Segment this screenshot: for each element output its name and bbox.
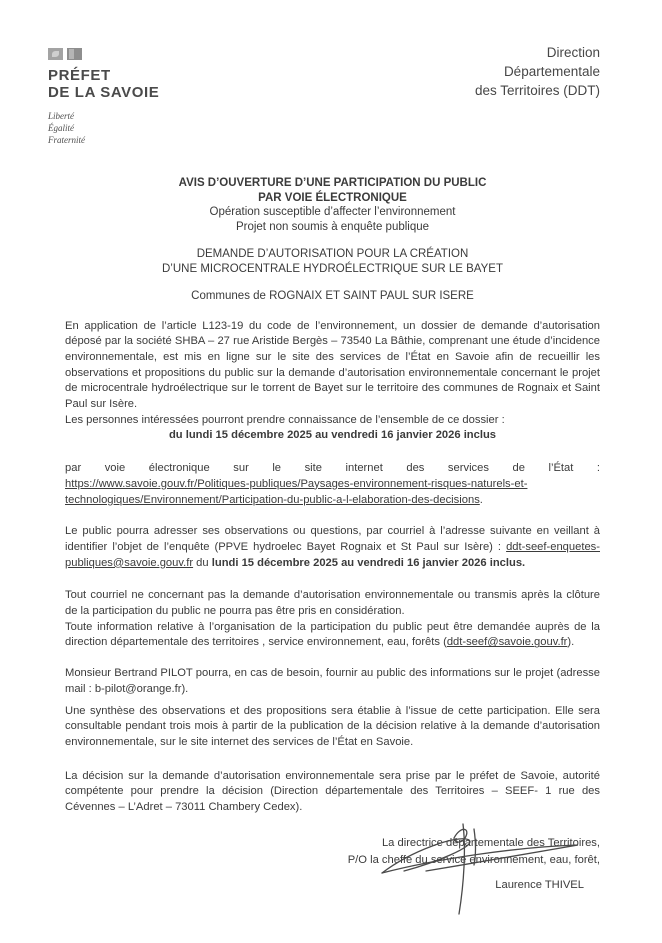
notice-title-block <box>65 176 600 304</box>
signature-function-line1: La directrice départementale des Territoires, <box>381 836 600 849</box>
signature-block <box>65 835 600 895</box>
notice-subtitle-line1: Opération susceptible d’affecter l’environnement <box>209 206 456 218</box>
notice-subtitle-line2: Projet non soumis à enquête publique <box>235 220 430 233</box>
paragraph-contact-pilot: Monsieur Bertrand PILOT pourra, en cas de besoin, fournir au public des informations sur le projet (adresse mail : b-pilot@orange.fr). <box>65 667 600 695</box>
consultation-date-range: du lundi 15 décembre 2025 au vendredi 16 janvier 2026 inclus <box>168 429 497 442</box>
savoie-gouv-url-link[interactable]: https://www.savoie.gouv.fr/Politiques-publiques/Paysages-environnement-risques-naturels-et-technologiques/Environnement/Participation-du-public-a-l-elaboration-des-decisions <box>65 477 528 506</box>
paragraph-application <box>65 319 600 413</box>
paragraph-application-text: En application de l’article L123-19 du code de l’environnement, un dossier de demande d’autorisation déposé par la société SHBA – 27 rue Aristide Bergès – 73540 La Bâthie, comprenant une étude d’incidence environnementale, est mis en ligne sur le site des services de l’État en Savoie afin de recueillir les observations et propositions du public sur la demande d’autorisation environnementale concernant le projet de microcentrale hydroélectrique sur le torrent de Bayet sur le territoire des communes de Rognaix et Saint Paul sur Isère. <box>65 319 600 411</box>
notice-title-line2: PAR VOIE ÉLECTRONIQUE <box>258 191 407 204</box>
public-email-date-bold: lundi 15 décembre 2025 au vendredi 16 janvier 2026 inclus. <box>211 556 526 569</box>
paragraph-courriel-restriction: Tout courriel ne concernant pas la demande d’autorisation environnementale ou transmis après la clôture de la participation du public ne pourra pas être pris en considération. <box>65 589 600 618</box>
notice-body <box>65 319 600 816</box>
electronic-access-url-line <box>65 477 600 508</box>
spacer <box>65 276 600 289</box>
ddt-seef-email-link[interactable]: ddt-seef@savoie.gouv.fr <box>446 636 568 649</box>
communes-line: Communes de ROGNAIX ET SAINT PAUL SUR ISERE <box>191 290 474 302</box>
information-text2: ). <box>567 636 575 649</box>
request-title-line2: D’UNE MICROCENTRALE HYDROÉLECTRIQUE SUR LE BAYET <box>161 262 503 275</box>
republic-motto <box>48 110 159 146</box>
paragraph-consultation-intro: Les personnes intéressées pourront prendre connaissance de l’ensemble de ce dossier : <box>65 413 505 426</box>
signature-function-line2: P/O la cheffe du service environnement, eau, forêt, <box>347 854 600 867</box>
signatory-name: Laurence THIVEL <box>495 878 584 891</box>
paragraph-electronic-access <box>65 461 600 508</box>
request-title-line1: DEMANDE D’AUTORISATION POUR LA CRÉATION <box>196 248 469 260</box>
document-header <box>48 45 600 146</box>
issuing-service-line2: Départementale <box>503 64 600 79</box>
electronic-access-intro: par voie électronique sur le site internet des services de l’État : <box>65 462 600 475</box>
paragraph-decision: La décision sur la demande d’autorisation environnementale sera prise par le préfet de Savoie, autorité compétente pour prendre la décision (Direction départementale des Territoires – SEEF- 1 rue des Cévennes – L’Adret – 73011 Chambery Cedex). <box>65 769 600 814</box>
information-text1: Toute information relative à l’organisation de la participation du public peut être demandée auprès de la direction départementale des territoires , service environnement, eau, forêts ( <box>65 620 600 649</box>
paragraph-information <box>65 620 600 651</box>
prefet-title-line1: PRÉFET <box>48 67 111 84</box>
public-email-text1: Le public pourra adresser ses observations ou questions, par courriel à l’adresse suivante en veillant à identifier l’objet de l’enquête (PPVE hydroelec Bayet Rognaix et St Paul sur Isère) : <box>65 525 600 553</box>
marianne-logo-right <box>67 48 82 60</box>
enquetes-publiques-email-link[interactable]: ddt-seef-enquetes-publiques@savoie.gouv.fr <box>65 540 600 569</box>
issuing-service <box>475 43 600 146</box>
issuing-service-line3: des Territoires (DDT) <box>474 83 600 98</box>
motto-fraternite: Fraternité <box>48 135 85 145</box>
marianne-block <box>48 48 159 146</box>
notice-title-line1: AVIS D’OUVERTURE D’UNE PARTICIPATION DU PUBLIC <box>178 177 487 189</box>
issuing-service-line1: Direction <box>546 45 600 60</box>
paragraph-public-email <box>65 524 600 571</box>
url-period: . <box>479 493 483 506</box>
marianne-logo <box>48 48 159 60</box>
marianne-logo-left <box>48 48 63 60</box>
prefet-title-line2: DE LA SAVOIE <box>48 84 160 101</box>
motto-liberte: Liberté <box>48 111 74 121</box>
public-email-text2: du <box>193 556 212 569</box>
paragraph-synthese: Une synthèse des observations et des propositions sera établie à l’issue de cette participation. Elle sera consultable pendant trois mois à partir de la publication de la décision relative à la demande d’autorisation environnementale, sur le site internet des services de l’État en Savoie. <box>65 704 600 748</box>
motto-egalite: Égalité <box>48 123 74 133</box>
spacer <box>65 234 600 247</box>
